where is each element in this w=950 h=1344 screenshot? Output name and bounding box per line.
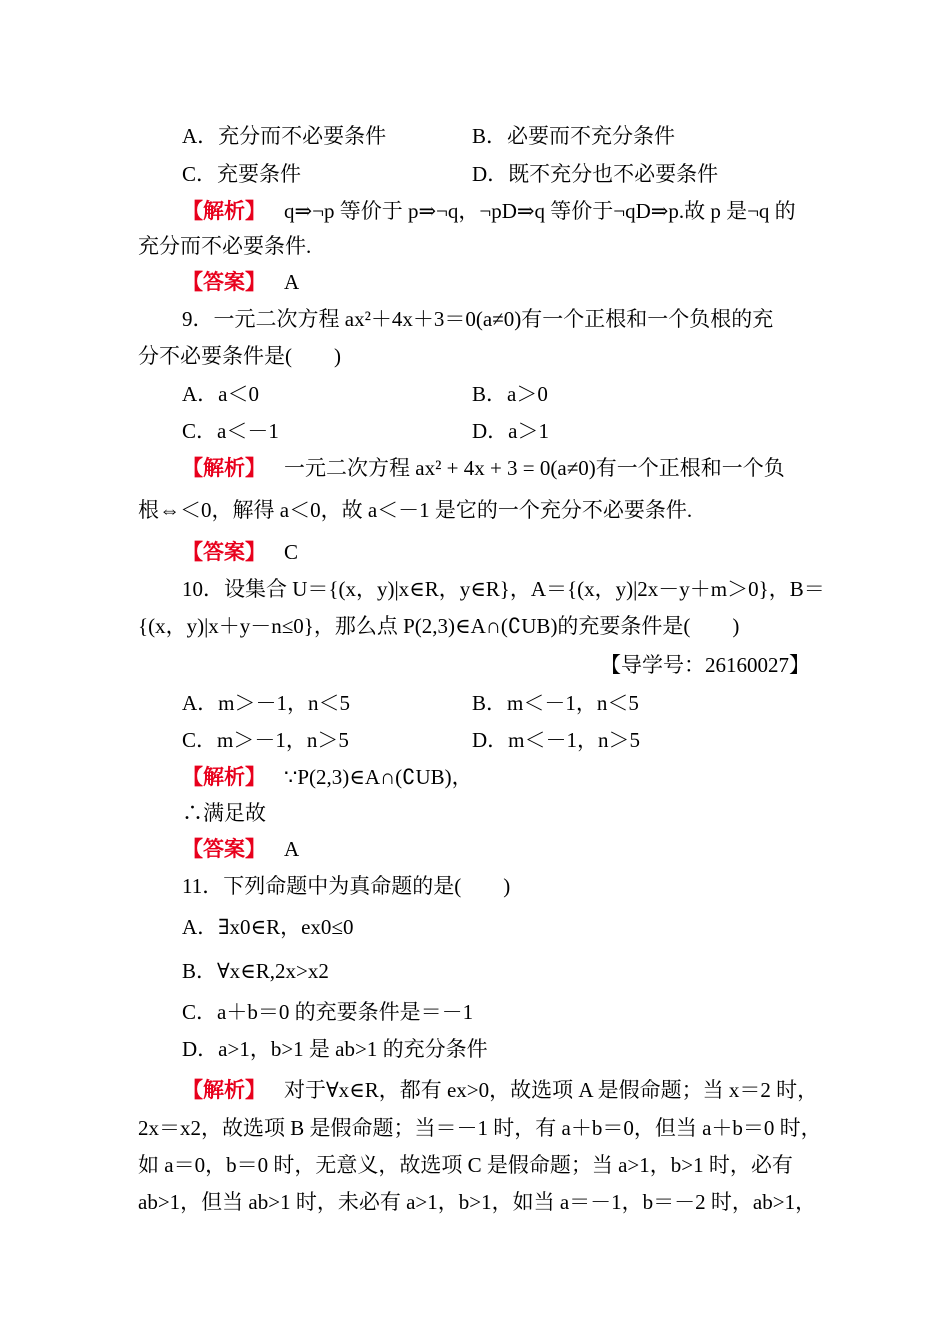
q11-analysis xyxy=(182,1076,818,1104)
analysis-tag: 【解析】 xyxy=(182,456,266,480)
q8-answer xyxy=(182,268,299,296)
q8-option-b: B．必要而不充分条件 xyxy=(472,124,676,148)
q10-option-c: C．m＞－1，n＞5 xyxy=(182,728,349,752)
q9-analysis-line1: 一元二次方程 ax² + 4x + 3 = 0(a≠0)有一个正根和一个负 xyxy=(284,456,785,480)
answer-tag: 【答案】 xyxy=(182,837,266,861)
q8-option-c: C．充要条件 xyxy=(182,162,302,186)
q9-analysis xyxy=(182,454,785,482)
q8-analysis xyxy=(182,197,796,225)
q9-option-a: A．a＜0 xyxy=(182,382,259,406)
q8-option-a: A．充分而不必要条件 xyxy=(182,124,387,148)
analysis-tag: 【解析】 xyxy=(182,765,266,789)
q9-answer xyxy=(182,538,298,566)
q9-analysis-line2: 根⇔＜0，解得 a＜0，故 a＜－1 是它的一个充分不必要条件. xyxy=(138,498,693,522)
q11-analysis-line3: 如 a＝0，b＝0 时，无意义，故选项 C 是假命题；当 a>1，b>1 时，必有 xyxy=(138,1153,793,1177)
answer-tag: 【答案】 xyxy=(182,540,266,564)
answer-tag: 【答案】 xyxy=(182,270,266,294)
q10-stem-line2: {(x，y)|x＋y－n≤0}，那么点 P(2,3)∈A∩(∁UB)的充要条件是( ) xyxy=(138,614,740,638)
q9-stem-line1: 9．一元二次方程 ax²＋4x＋3＝0(a≠0)有一个正根和一个负根的充 xyxy=(182,307,774,331)
q11-analysis-line4: ab>1，但当 ab>1 时，未必有 a>1，b>1，如当 a＝－1，b＝－2 时，ab>1， xyxy=(138,1190,817,1214)
analysis-tag: 【解析】 xyxy=(182,1078,266,1102)
q8-answer-value: A xyxy=(284,270,300,294)
q9-option-c: C．a＜－1 xyxy=(182,419,279,443)
q11-analysis-line2: 2x＝x2，故选项 B 是假命题；当＝－1 时，有 a＋b＝0，但当 a＋b＝0 时， xyxy=(138,1116,822,1140)
q10-analysis-line2: ∴满足故 xyxy=(182,801,266,825)
q11-option-b: B．∀x∈R,2x>x2 xyxy=(182,959,329,983)
q8-analysis-line1: q⇒¬p 等价于 p⇒¬q，¬pD⇒q 等价于¬qD⇒p.故 p 是¬q 的 xyxy=(284,199,796,223)
q10-option-a: A．m＞－1，n＜5 xyxy=(182,691,350,715)
q10-analysis-line1: ∵P(2,3)∈A∩(∁UB)， xyxy=(284,765,473,789)
q10-option-b: B．m＜－1，n＜5 xyxy=(472,691,639,715)
q11-stem: 11．下列命题中为真命题的是( ) xyxy=(182,874,511,898)
q8-option-d: D．既不充分也不必要条件 xyxy=(472,162,719,186)
q11-option-c: C．a＋b＝0 的充要条件是＝－1 xyxy=(182,1000,474,1024)
q10-answer-value: A xyxy=(284,837,300,861)
q11-analysis-line1: 对于∀x∈R，都有 ex>0，故选项 A 是假命题；当 x＝2 时， xyxy=(284,1078,819,1102)
q9-answer-value: C xyxy=(284,540,299,564)
q11-option-d: D．a>1，b>1 是 ab>1 的充分条件 xyxy=(182,1037,488,1061)
q9-stem-line2: 分不必要条件是( ) xyxy=(138,344,341,368)
q9-option-d: D．a＞1 xyxy=(472,419,549,443)
guide-number: 【导学号：26160027】 xyxy=(600,653,810,677)
q11-option-a: A．∃x0∈R，ex0≤0 xyxy=(182,915,354,939)
q10-stem-line1: 10．设集合 U＝{(x，y)|x∈R，y∈R}，A＝{(x，y)|2x－y＋m＞0}，B＝ xyxy=(182,577,825,601)
q8-analysis-line2: 充分而不必要条件. xyxy=(138,234,312,258)
q9-option-b: B．a＞0 xyxy=(472,382,548,406)
q10-analysis xyxy=(182,763,473,791)
q10-answer xyxy=(182,835,299,863)
analysis-tag: 【解析】 xyxy=(182,199,266,223)
q10-option-d: D．m＜－1，n＞5 xyxy=(472,728,640,752)
